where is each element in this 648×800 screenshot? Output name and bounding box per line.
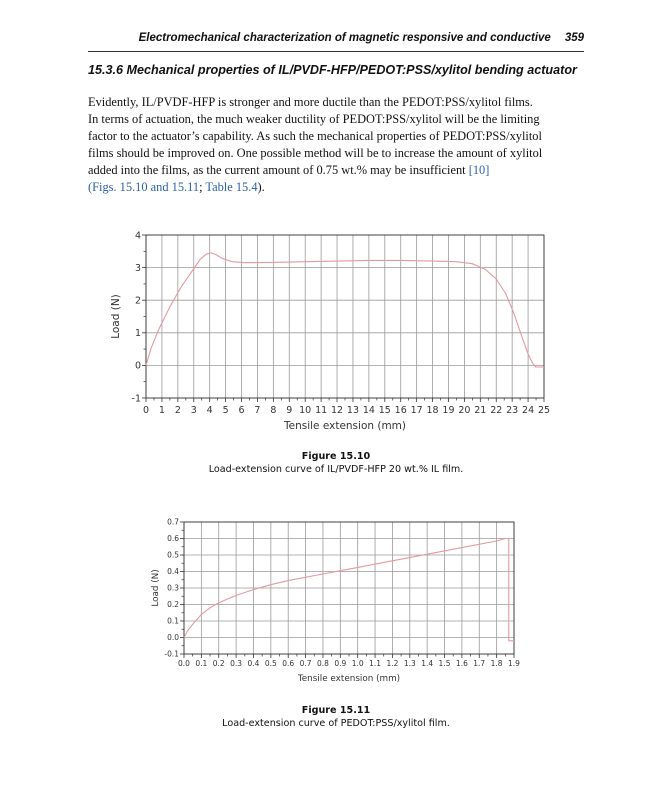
paragraph-line (88, 179, 584, 196)
x-axis-label: Tensile extension (mm) (297, 674, 401, 684)
paragraph-line-text: added into the films, as the current amount of 0.75 wt.% may be insufficient (88, 163, 466, 177)
x-tick-label: 19 (442, 405, 455, 416)
y-tick-label: 0.5 (167, 550, 179, 560)
running-header (88, 32, 584, 52)
figure-caption-text: Load-extension curve of PEDOT:PSS/xylitol film. (222, 718, 450, 729)
x-tick-label: 9 (286, 405, 293, 416)
separator-text: ; (199, 180, 206, 194)
x-tick-label: 24 (522, 405, 535, 416)
x-tick-label: 1.3 (403, 659, 416, 668)
x-tick-label: 2 (174, 405, 181, 416)
x-tick-label: 1.6 (455, 659, 468, 668)
x-tick-label: 0.6 (282, 659, 295, 668)
x-tick-label: 0.0 (178, 659, 190, 668)
y-tick-label: 0.3 (167, 583, 179, 593)
x-axis-label: Tensile extension (mm) (283, 420, 407, 432)
x-tick-label: 0.2 (212, 659, 225, 668)
figure-caption-text: Load-extension curve of IL/PVDF-HFP 20 wt.% IL film. (208, 464, 464, 475)
x-tick-label: 0.3 (230, 659, 243, 668)
x-tick-label: 1.4 (421, 659, 434, 668)
x-tick-label: 0.5 (264, 659, 277, 668)
paragraph-line: films should be improved on. One possible method will be to increase the amount of xylitol (88, 146, 543, 160)
y-tick-label: 0 (134, 360, 141, 372)
reference-link[interactable]: [10] (468, 163, 490, 177)
figure-15-10-caption (88, 450, 584, 476)
x-tick-label: 0.8 (316, 659, 329, 668)
figure-15-11 (0, 508, 648, 698)
figure-15-11-chart (0, 508, 648, 698)
x-tick-label: 0.1 (195, 659, 208, 668)
x-tick-label: 1.2 (386, 659, 399, 668)
body-paragraph (88, 94, 584, 196)
x-tick-label: 25 (537, 405, 551, 416)
x-tick-label: 18 (426, 405, 439, 416)
x-tick-label: 16 (394, 405, 407, 416)
x-tick-label: 23 (506, 405, 519, 416)
x-tick-label: 7 (254, 405, 261, 416)
y-tick-label: 4 (134, 230, 141, 242)
figure-label: Figure 15.10 (301, 451, 371, 462)
x-tick-label: 1.8 (490, 659, 503, 668)
figures-link[interactable]: (Figs. 15.10 and 15.11 (88, 180, 200, 194)
x-tick-label: 1.7 (473, 659, 486, 668)
paragraph-line (88, 162, 584, 179)
running-title: Electromechanical characterization of magnetic responsive and conductive (138, 32, 551, 44)
x-tick-label: 8 (270, 405, 277, 416)
x-tick-label: 0 (142, 405, 150, 416)
y-tick-label: 0.7 (167, 517, 179, 527)
x-tick-label: 3 (190, 405, 197, 416)
section-heading: 15.3.6 Mechanical properties of IL/PVDF-HFP/PEDOT:PSS/xylitol bending actuator (88, 63, 577, 77)
x-tick-label: 1.5 (438, 659, 451, 668)
x-tick-label: 6 (238, 405, 245, 416)
x-tick-label: 20 (458, 405, 471, 416)
x-tick-label: 21 (474, 405, 487, 416)
page-number: 359 (564, 32, 584, 44)
paragraph-line: Evidently, IL/PVDF-HFP is stronger and more ductile than the PEDOT:PSS/xylitol films. (88, 95, 533, 109)
y-tick-label: 1 (134, 328, 141, 340)
x-tick-label: 0.7 (299, 659, 312, 668)
x-tick-label: 4 (206, 405, 213, 416)
figure-15-10 (0, 226, 648, 442)
x-tick-label: 1.1 (369, 659, 382, 668)
x-tick-label: 1.0 (351, 659, 364, 668)
x-tick-label: 15 (378, 405, 391, 416)
x-tick-label: 0.4 (247, 659, 260, 668)
y-axis-label: Load (N) (110, 294, 122, 339)
x-tick-label: 10 (299, 405, 312, 416)
x-tick-label: 13 (346, 405, 360, 416)
figure-15-11-caption (88, 704, 584, 730)
figure-15-10-chart (0, 226, 648, 442)
x-tick-label: 22 (490, 405, 503, 416)
y-tick-label: -0.1 (164, 649, 179, 659)
paragraph-line: In terms of actuation, the much weaker ductility of PEDOT:PSS/xylitol will be the limiting (88, 112, 540, 126)
y-tick-label: 0.6 (167, 534, 179, 544)
y-axis-label: Load (N) (151, 569, 161, 607)
y-tick-label: 3 (134, 262, 141, 274)
paragraph-line: factor to the actuator’s capability. As such the mechanical properties of PEDOT:PSS/xylitol (88, 129, 542, 143)
y-tick-label: 0.2 (167, 600, 179, 610)
closing-text: ). (257, 180, 265, 194)
y-tick-label: 2 (134, 295, 141, 307)
y-tick-label: 0.4 (167, 567, 179, 577)
y-tick-label: 0.1 (167, 616, 179, 626)
x-tick-label: 1 (158, 405, 165, 416)
figure-label: Figure 15.11 (301, 705, 371, 716)
plot-area (146, 235, 544, 398)
y-tick-label: 0.0 (167, 633, 179, 643)
x-tick-label: 11 (315, 405, 328, 416)
x-tick-label: 5 (222, 405, 229, 416)
x-tick-label: 17 (410, 405, 423, 416)
x-tick-label: 14 (362, 405, 375, 416)
x-tick-label: 0.9 (334, 659, 347, 668)
x-tick-label: 1.9 (508, 659, 520, 668)
table-link[interactable]: Table 15.4 (205, 180, 258, 194)
y-tick-label: -1 (131, 393, 141, 405)
header-rule (88, 51, 584, 52)
x-tick-label: 12 (330, 405, 344, 416)
